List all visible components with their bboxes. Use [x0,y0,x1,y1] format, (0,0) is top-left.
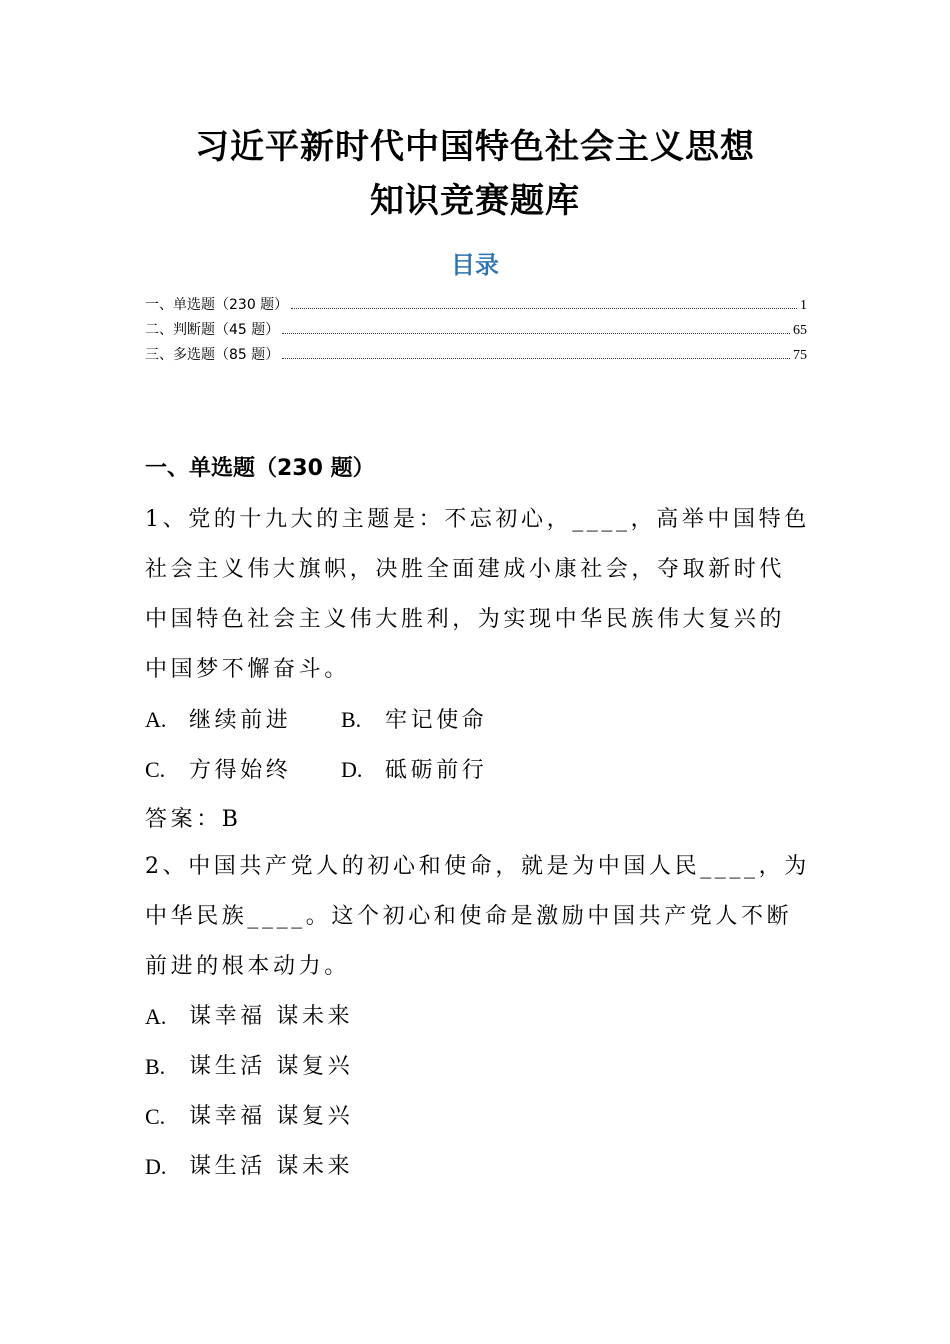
option-text: 方得始终 [189,758,292,783]
toc-entry-label: 二、判断题（45 题） [145,322,280,338]
option-row [145,745,805,795]
option-letter: A. [145,1004,167,1029]
toc-entry-label: 三、多选题（85 题） [145,347,280,363]
question-text-line: 2、中国共产党人的初心和使命，就是为中国人民____，为 [145,854,810,879]
option-a [145,992,805,1042]
table-of-contents [145,293,807,368]
toc-heading: 目录 [451,250,499,279]
option-letter: C. [145,1104,166,1129]
option-a [145,695,341,745]
question-text-line: 前进的根本动力。 [145,954,350,979]
option-letter: C. [145,757,166,782]
option-row [145,695,805,745]
answer-line: 答案：B [145,807,242,832]
question-text-line: 社会主义伟大旗帜，决胜全面建成小康社会，夺取新时代 [145,557,786,582]
toc-leader-dots [282,332,790,334]
toc-entry-label: 一、单选题（230 题） [145,297,289,313]
toc-entry-page: 65 [793,323,807,338]
option-text: 谋幸福 谋未来 [189,1004,354,1029]
question-1 [145,495,810,845]
option-letter: B. [145,1054,166,1079]
option-c [145,1092,805,1142]
question-text-line: 中国梦不懈奋斗。 [145,657,350,682]
toc-entry-single-choice[interactable] [145,293,807,318]
option-text: 谋生活 谋复兴 [189,1054,354,1079]
section-heading-single-choice: 一、单选题（230 题） [145,456,375,481]
option-b [145,1042,805,1092]
option-letter: A. [145,707,167,732]
document-title-line-1: 习近平新时代中国特色社会主义思想 [195,127,755,167]
option-d [145,1142,805,1192]
toc-leader-dots [282,357,790,359]
option-letter: D. [145,1154,167,1179]
option-b [341,695,537,745]
option-text: 谋生活 谋未来 [189,1154,354,1179]
toc-entry-page: 1 [800,298,807,313]
question-text-line: 中华民族____。这个初心和使命是激励中国共产党人不断 [145,904,793,929]
option-c [145,745,341,795]
question-text-line: 中国特色社会主义伟大胜利，为实现中华民族伟大复兴的 [145,607,786,632]
option-text: 牢记使命 [385,708,488,733]
option-d [341,745,537,795]
toc-entry-true-false[interactable] [145,318,807,343]
question-text-line: 1、党的十九大的主题是：不忘初心，____，高举中国特色 [145,507,810,532]
toc-entry-page: 75 [793,348,807,363]
question-2 [145,842,810,1192]
toc-leader-dots [291,307,797,309]
option-letter: B. [341,707,362,732]
toc-entry-multiple-choice[interactable] [145,343,807,368]
option-text: 谋幸福 谋复兴 [189,1104,354,1129]
option-letter: D. [341,757,363,782]
document-title-line-2: 知识竞赛题库 [370,181,580,221]
option-text: 砥砺前行 [385,758,488,783]
option-text: 继续前进 [189,708,292,733]
